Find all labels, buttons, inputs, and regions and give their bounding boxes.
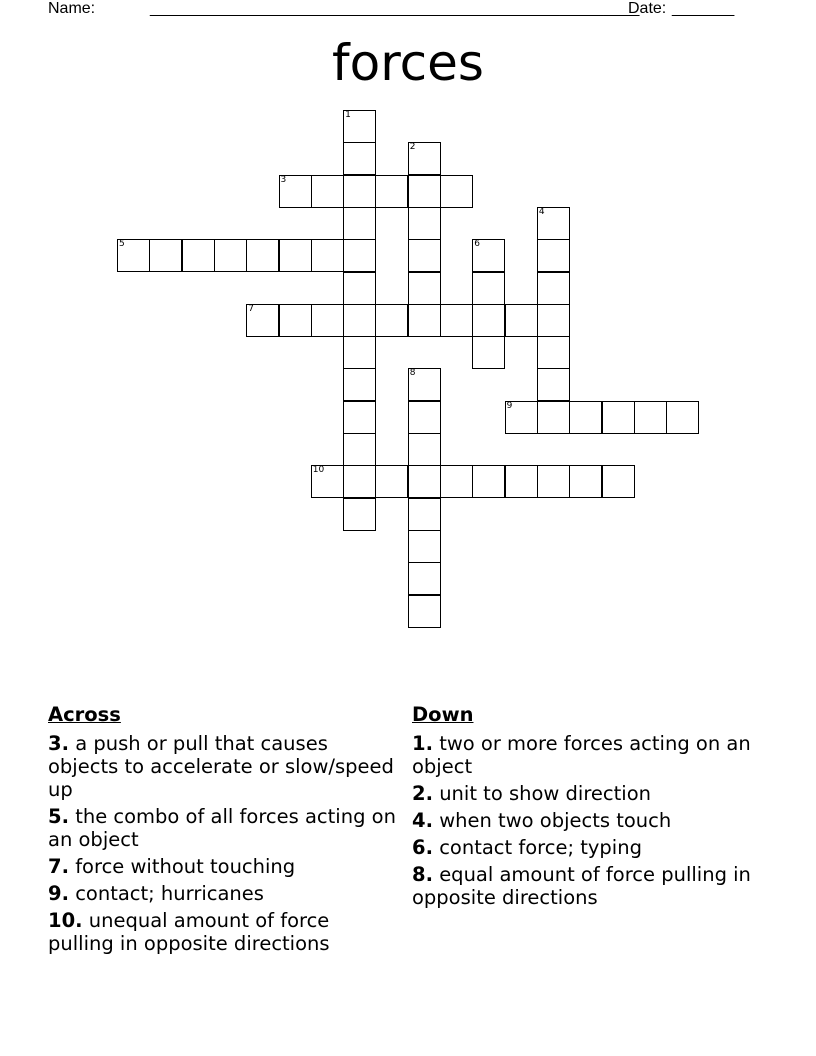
grid-cell[interactable]	[343, 175, 376, 208]
grid-cell[interactable]	[375, 175, 408, 208]
clue-start-number: 10	[312, 465, 325, 476]
clue-start-number: 1	[345, 110, 351, 120]
down-clues	[412, 703, 792, 913]
grid-cell[interactable]	[408, 595, 441, 628]
grid-cell[interactable]	[279, 175, 312, 208]
grid-cell[interactable]	[602, 465, 635, 498]
grid-cell[interactable]	[343, 433, 376, 466]
grid-cell[interactable]	[505, 465, 538, 498]
grid-cell[interactable]	[408, 562, 441, 595]
clue-text: unequal amount of force pulling in opposite directions	[48, 909, 330, 955]
clue-text: force without touching	[75, 855, 296, 878]
grid-cell[interactable]	[440, 465, 473, 498]
grid-cell[interactable]	[408, 175, 441, 208]
across-clue	[48, 855, 398, 878]
grid-cell[interactable]	[408, 142, 441, 175]
grid-cell[interactable]	[602, 401, 635, 434]
name-field[interactable]: _______________________________________________________	[150, 0, 640, 17]
grid-cell[interactable]	[537, 239, 570, 272]
across-heading: Across	[48, 703, 121, 726]
clue-number: 10.	[48, 909, 83, 932]
grid-cell[interactable]	[440, 304, 473, 337]
clue-text: equal amount of force pulling in opposite directions	[412, 863, 751, 909]
grid-cell[interactable]	[279, 304, 312, 337]
grid-cell[interactable]	[149, 239, 182, 272]
grid-cell[interactable]	[472, 304, 505, 337]
down-clue	[412, 836, 792, 859]
grid-cell[interactable]	[569, 401, 602, 434]
down-clue	[412, 782, 792, 805]
across-clue	[48, 805, 398, 851]
clue-number: 1.	[412, 732, 433, 755]
grid-cell[interactable]	[343, 207, 376, 240]
grid-cell[interactable]	[246, 304, 279, 337]
clue-text: when two objects touch	[439, 809, 672, 832]
grid-cell[interactable]	[311, 304, 344, 337]
grid-cell[interactable]	[472, 465, 505, 498]
grid-cell[interactable]	[537, 401, 570, 434]
grid-cell[interactable]	[343, 465, 376, 498]
grid-cell[interactable]	[666, 401, 699, 434]
across-clue	[48, 732, 398, 801]
grid-cell[interactable]	[246, 239, 279, 272]
grid-cell[interactable]	[440, 175, 473, 208]
date-field[interactable]: _______	[672, 0, 735, 17]
grid-cell[interactable]	[537, 336, 570, 369]
grid-cell[interactable]	[408, 239, 441, 272]
grid-cell[interactable]	[182, 239, 215, 272]
grid-cell[interactable]	[537, 272, 570, 305]
grid-cell[interactable]	[408, 465, 441, 498]
clue-start-number: 5	[119, 239, 125, 250]
clue-number: 2.	[412, 782, 433, 805]
clue-start-number: 4	[538, 206, 545, 217]
grid-cell[interactable]	[408, 498, 441, 531]
grid-cell[interactable]	[343, 304, 376, 337]
grid-cell[interactable]	[408, 530, 441, 563]
grid-cell[interactable]	[343, 142, 376, 175]
grid-cell[interactable]	[343, 498, 376, 531]
grid-cell[interactable]	[343, 272, 376, 305]
grid-cell[interactable]	[117, 239, 150, 272]
grid-cell[interactable]	[537, 304, 570, 337]
grid-cell[interactable]	[343, 239, 376, 272]
clue-text: two or more forces acting on an object	[412, 732, 751, 778]
across-clue	[48, 882, 398, 905]
grid-cell[interactable]	[634, 401, 667, 434]
clue-text: contact; hurricanes	[75, 882, 264, 905]
grid-cell[interactable]	[472, 239, 505, 272]
grid-cell[interactable]	[408, 401, 441, 434]
clue-start-number: 7	[248, 303, 254, 314]
clue-text: unit to show direction	[439, 782, 651, 805]
grid-cell[interactable]	[537, 465, 570, 498]
grid-cell[interactable]	[569, 465, 602, 498]
clue-text: the combo of all forces acting on an object	[48, 805, 396, 851]
grid-cell[interactable]	[279, 239, 312, 272]
grid-cell[interactable]	[537, 207, 570, 240]
grid-cell[interactable]	[537, 368, 570, 401]
clue-start-number: 9	[506, 400, 513, 411]
across-clue	[48, 909, 398, 955]
grid-cell[interactable]	[408, 207, 441, 240]
grid-cell[interactable]	[343, 401, 376, 434]
clue-number: 9.	[48, 882, 69, 905]
clue-number: 3.	[48, 732, 69, 755]
date-label: Date:	[628, 0, 667, 17]
grid-cell[interactable]	[408, 272, 441, 305]
grid-cell[interactable]	[311, 175, 344, 208]
grid-cell[interactable]	[343, 336, 376, 369]
grid-cell[interactable]	[505, 401, 538, 434]
clue-number: 7.	[48, 855, 69, 878]
grid-cell[interactable]	[214, 239, 247, 272]
grid-cell[interactable]	[375, 304, 408, 337]
grid-cell[interactable]	[343, 368, 376, 401]
clue-number: 4.	[412, 809, 433, 832]
clue-start-number: 8	[409, 368, 416, 379]
grid-cell[interactable]	[408, 368, 441, 401]
across-clues	[48, 703, 398, 959]
clue-start-number: 3	[280, 174, 287, 185]
down-clue	[412, 732, 792, 778]
page-title: forces	[332, 34, 484, 92]
grid-cell[interactable]	[505, 304, 538, 337]
grid-cell[interactable]	[472, 336, 505, 369]
clue-start-number: 2	[409, 142, 416, 153]
clue-text: a push or pull that causes objects to accelerate or slow/speed up	[48, 732, 394, 801]
clue-number: 8.	[412, 863, 433, 886]
grid-cell[interactable]	[408, 304, 441, 337]
down-heading: Down	[412, 703, 474, 726]
grid-cell[interactable]	[375, 465, 408, 498]
down-clue	[412, 863, 792, 909]
grid-cell[interactable]	[311, 239, 344, 272]
clue-number: 6.	[412, 836, 433, 859]
grid-cell[interactable]	[472, 272, 505, 305]
down-clue	[412, 809, 792, 832]
clue-text: contact force; typing	[439, 836, 642, 859]
clue-start-number: 6	[474, 239, 481, 250]
name-label: Name:	[48, 0, 96, 17]
grid-cell[interactable]	[311, 465, 344, 498]
grid-cell[interactable]	[408, 433, 441, 466]
grid-cell[interactable]	[343, 110, 376, 143]
clue-number: 5.	[48, 805, 69, 828]
